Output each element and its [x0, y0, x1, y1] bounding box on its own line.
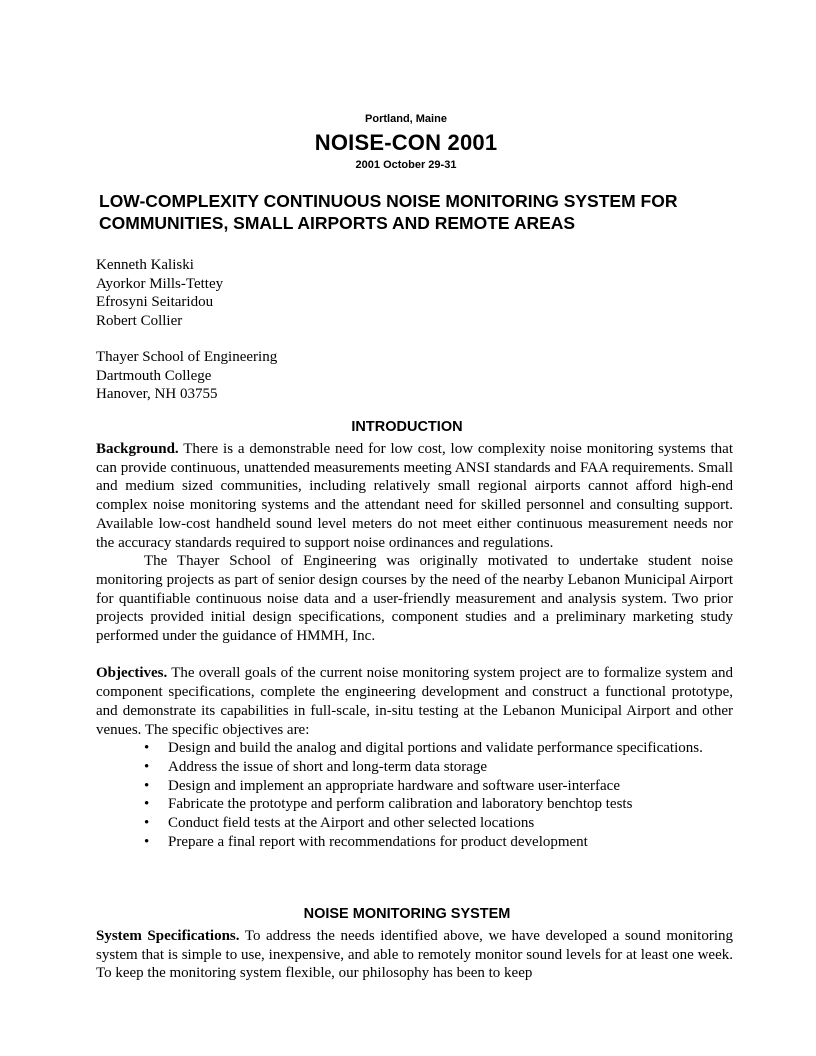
author: Kenneth Kaliski [96, 257, 194, 273]
affiliation-line: Thayer School of Engineering [96, 349, 278, 365]
objectives-text: The overall goals of the current noise monitoring system project are to formalize system and component specifications, complete the engineering development and construct a functional prototype, and demonstrate its capabilities in full-scale, in-situ testing at the Lebanon Municipal Airport and other venues. The specific objectives are: [96, 665, 733, 738]
background-text: There is a demonstrable need for low cost, low complexity noise monitoring systems that can provide continuous, unattended measurements meeting ANSI standards and FAA requirements. Small and medium sized communities, including relatively small regional airports cannot afford high-end complex noise monitoring systems and the attendant need for skilled personnel and consulting support. Available low-cost handheld sound level meters do not meet either continuous measurement needs nor the accuracy standards required to support noise ordinances and regulations. [96, 441, 733, 551]
section-heading-noise-monitoring: NOISE MONITORING SYSTEM [303, 906, 511, 922]
affiliation [96, 348, 277, 404]
bullet-icon: • [144, 758, 150, 775]
list-item: • Design and implement an appropriate hardware and software user-interface [144, 777, 620, 794]
system-spec-paragraph [96, 927, 733, 983]
conference-location: Portland, Maine [365, 113, 447, 125]
list-item: • Design and build the analog and digital portions and validate performance specifications. [144, 740, 703, 757]
conference-dates: 2001 October 29-31 [355, 159, 457, 171]
bullet-icon: • [144, 815, 150, 832]
objectives-label: Objectives. [96, 665, 168, 682]
background-paragraph [96, 440, 733, 552]
bullet-icon: • [144, 796, 150, 813]
author: Robert Collier [96, 312, 183, 329]
background-label: Background. [96, 441, 179, 457]
objectives-list [96, 739, 733, 851]
bullet-icon: • [144, 777, 150, 794]
author: Ayorkor Mills-Tettey [96, 275, 224, 292]
thayer-paragraph: The Thayer School of Engineering was originally motivated to undertake student noise monitoring projects as part of senior design courses by the need of the nearby Lebanon Municipal Airport for quantifiable continuous noise data and a user-friendly measurement and analysis system. Two prior projects provided initial design specifications, component studies and a preliminary marketing study performed under the guidance of HMMH, Inc. [96, 553, 733, 645]
system-body [96, 927, 733, 983]
affiliation-line: Hanover, NH 03755 [96, 386, 218, 403]
conference-name: NOISE-CON 2001 [314, 130, 498, 155]
list-item: • Fabricate the prototype and perform calibration and laboratory benchtop tests [144, 796, 633, 813]
author: Efrosyni Seitaridou [96, 294, 214, 311]
list-item: • Prepare a final report with recommendations for product development [144, 833, 588, 850]
introduction-body [96, 440, 733, 851]
section-heading-introduction: INTRODUCTION [351, 419, 463, 435]
system-spec-label: System Specifications. [96, 928, 240, 944]
bullet-icon: • [144, 833, 150, 850]
list-item: • Conduct field tests at the Airport and other selected locations [144, 815, 535, 832]
paragraph-spacer [96, 646, 733, 665]
author-list [96, 256, 223, 330]
list-item: • Address the issue of short and long-term data storage [144, 758, 488, 775]
bullet-icon: • [144, 740, 150, 757]
objectives-paragraph [96, 664, 733, 739]
paper-title: LOW-COMPLEXITY CONTINUOUS NOISE MONITORING SYSTEM FOR COMMUNITIES, SMALL AIRPORTS AND REMOTE AREAS [99, 191, 678, 233]
system-spec-text: To address the needs identified above, we have developed a sound monitoring system that is simple to use, inexpensive, and able to remotely monitor sound levels for at least one week. To keep the monitoring system flexible, our philosophy has been to keep [96, 928, 733, 982]
affiliation-line: Dartmouth College [96, 367, 212, 384]
